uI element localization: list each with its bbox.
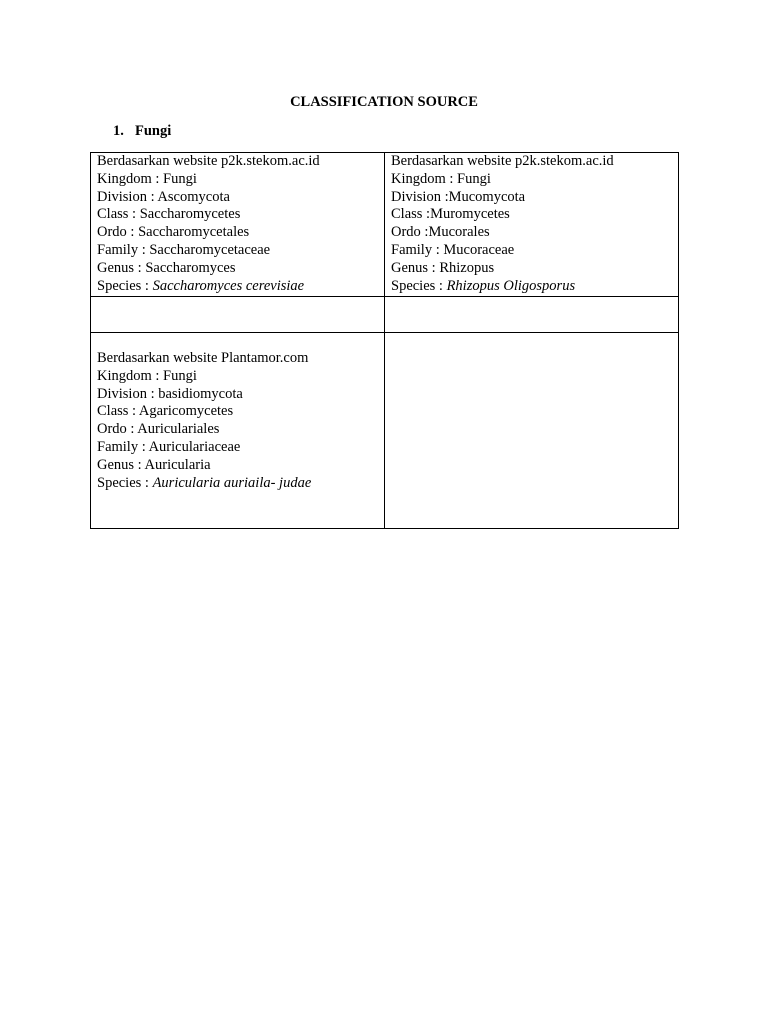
species-name: Saccharomyces cerevisiae (152, 277, 305, 294)
family-line: Family : Auriculariaceae (97, 438, 241, 455)
genus-line: Genus : Rhizopus (391, 259, 495, 276)
division-line: Division :Mucomycota (391, 188, 526, 205)
ordo-line: Ordo :Mucorales (391, 224, 490, 241)
section-label: Fungi (135, 123, 172, 139)
genus-line: Genus : Auricularia (97, 456, 211, 473)
table-row (91, 297, 679, 333)
page-title: CLASSIFICATION SOURCE (290, 94, 478, 110)
family-line: Family : Mucoraceae (391, 241, 515, 258)
source-line: Berdasarkan website Plantamor.com (97, 350, 309, 366)
section-heading (113, 122, 171, 140)
classification-table (90, 152, 679, 529)
division-line: Division : basidiomycota (97, 385, 243, 402)
species-line (97, 278, 378, 296)
family-line: Family : Saccharomycetaceae (97, 241, 271, 258)
section-number: 1. (113, 123, 124, 139)
source-line: Berdasarkan website p2k.stekom.ac.id (391, 153, 614, 169)
table-cell-empty (385, 297, 679, 333)
table-cell-saccharomyces (91, 153, 385, 297)
ordo-line: Ordo : Saccharomycetales (97, 224, 250, 241)
table-cell-rhizopus (385, 153, 679, 297)
class-line: Class :Muromycetes (391, 206, 510, 223)
table-cell-empty (91, 297, 385, 333)
species-prefix: Species : (97, 277, 153, 294)
species-line (97, 475, 378, 493)
table-row (91, 153, 679, 297)
source-line: Berdasarkan website p2k.stekom.ac.id (97, 153, 320, 169)
species-name: Auricularia auriaila- judae (152, 474, 312, 491)
species-prefix: Species : (97, 474, 153, 491)
table-row (91, 333, 679, 529)
species-name: Rhizopus Oligosporus (446, 277, 576, 294)
table-cell-empty (385, 333, 679, 529)
ordo-line: Ordo : Auriculariales (97, 421, 220, 438)
kingdom-line: Kingdom : Fungi (391, 170, 491, 187)
division-line: Division : Ascomycota (97, 188, 230, 205)
kingdom-line: Kingdom : Fungi (97, 170, 197, 187)
species-prefix: Species : (391, 277, 447, 294)
kingdom-line: Kingdom : Fungi (97, 367, 197, 384)
class-line: Class : Agaricomycetes (97, 403, 234, 420)
class-line: Class : Saccharomycetes (97, 206, 241, 223)
species-line (391, 278, 672, 296)
genus-line: Genus : Saccharomyces (97, 259, 236, 276)
table-cell-auricularia (91, 333, 385, 529)
